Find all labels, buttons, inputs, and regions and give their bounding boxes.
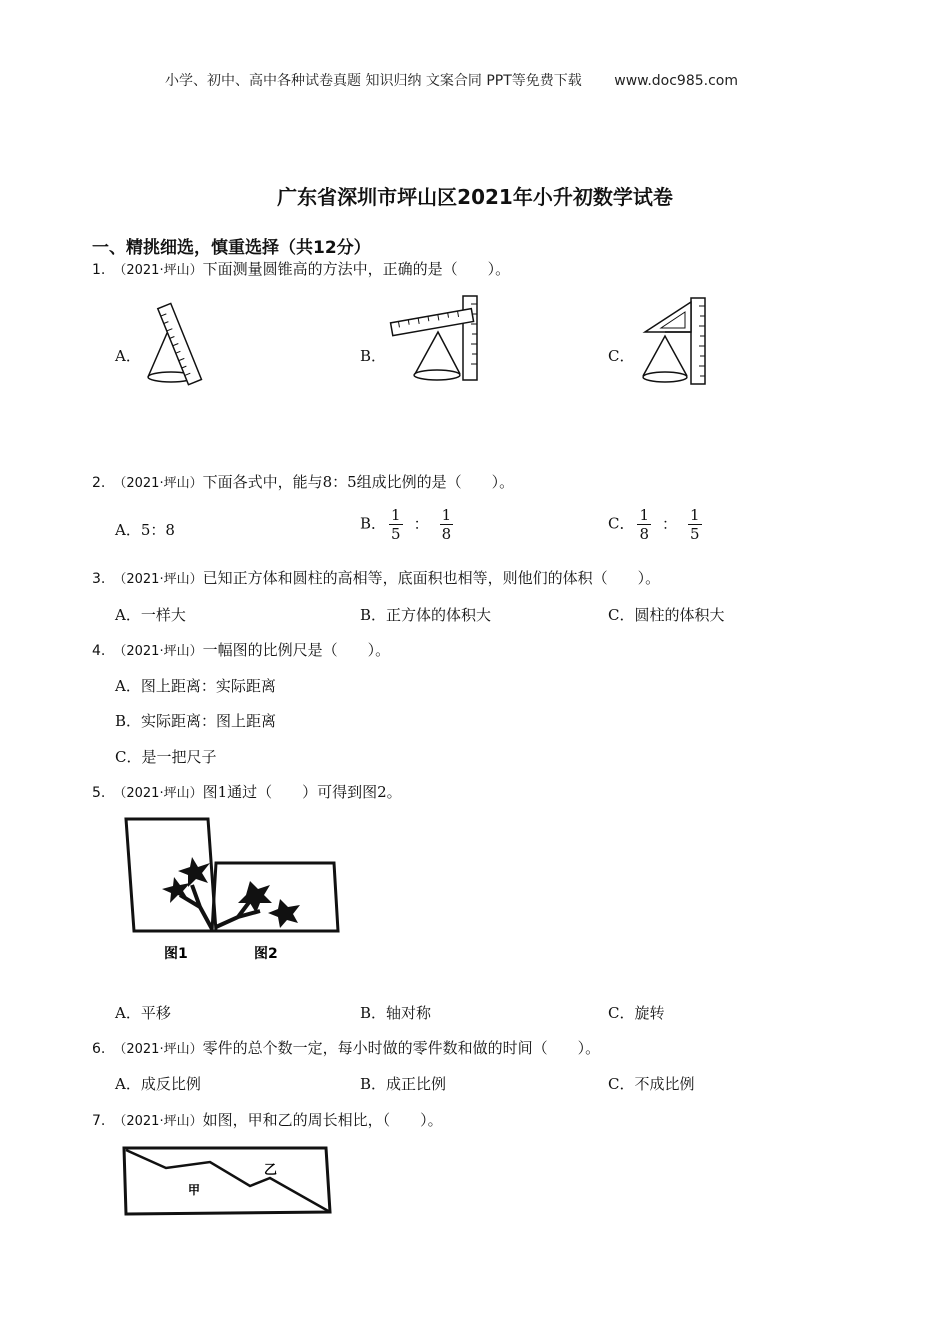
fraction: $\frac{1}{5}$ bbox=[391, 506, 401, 543]
page-title: 广东省深圳市坪山区2021年小升初数学试卷 bbox=[277, 185, 673, 209]
region-jia-label: 甲 bbox=[188, 1183, 201, 1197]
q5-option-c[interactable]: C．旋转 bbox=[608, 1004, 665, 1022]
q5-option-a[interactable]: A．平移 bbox=[115, 1004, 171, 1022]
q1-option-c[interactable]: C． bbox=[608, 347, 635, 365]
cone-set-square-figure bbox=[635, 294, 715, 388]
q1-option-a[interactable]: A． bbox=[115, 347, 141, 365]
q6-option-a[interactable]: A．成反比例 bbox=[115, 1075, 201, 1093]
fraction: $\frac{1}{8}$ bbox=[441, 506, 452, 543]
q3-option-c[interactable]: C．圆柱的体积大 bbox=[608, 606, 725, 624]
figure-2-label: 图2 bbox=[254, 946, 278, 962]
question-2: 2. （2021·坪山）下面各式中，能与8：5组成比例的是（ ）。 bbox=[92, 473, 515, 491]
q6-option-c[interactable]: C．不成比例 bbox=[608, 1075, 695, 1093]
q2-option-c[interactable]: C． $\frac{1}{8}$ ： $\frac{1}{5}$ bbox=[608, 506, 700, 543]
q3-option-b[interactable]: B．正方体的体积大 bbox=[360, 606, 492, 624]
flower-rotation-figure bbox=[120, 815, 350, 965]
question-4: 4. （2021·坪山）一幅图的比例尺是（ ）。 bbox=[92, 641, 391, 659]
question-3: 3. （2021·坪山）已知正方体和圆柱的高相等，底面积也相等，则他们的体积（ ）。 bbox=[92, 569, 661, 587]
question-5: 5. （2021·坪山）图1通过（ ）可得到图2。 bbox=[92, 783, 402, 801]
q4-option-c[interactable]: C．是一把尺子 bbox=[115, 748, 217, 766]
q2-option-b[interactable]: B． $\frac{1}{5}$ ： $\frac{1}{8}$ bbox=[360, 506, 452, 543]
question-6: 6. （2021·坪山）零件的总个数一定，每小时做的零件数和做的时间（ ）。 bbox=[92, 1039, 601, 1057]
cone-two-rulers-figure bbox=[385, 292, 485, 384]
page-header bbox=[165, 70, 738, 90]
cone-ruler-tilted-figure bbox=[140, 295, 220, 390]
q4-option-a[interactable]: A．图上距离：实际距离 bbox=[115, 677, 276, 695]
fraction: $\frac{1}{5}$ bbox=[690, 506, 700, 543]
q4-option-b[interactable]: B．实际距离：图上距离 bbox=[115, 712, 277, 730]
header-text: 小学、初中、高中各种试卷真题 知识归纳 文案合同 PPT等免费下载 bbox=[165, 73, 582, 89]
header-site: www.doc985.com bbox=[614, 73, 738, 89]
region-yi-label: 乙 bbox=[264, 1163, 278, 1178]
question-7: 7. （2021·坪山）如图，甲和乙的周长相比，（ ）。 bbox=[92, 1111, 443, 1129]
q1-option-b[interactable]: B． bbox=[360, 347, 387, 365]
q2-option-a[interactable]: A．5：8 bbox=[115, 521, 175, 539]
fraction: $\frac{1}{8}$ bbox=[639, 506, 650, 543]
q6-option-b[interactable]: B．成正比例 bbox=[360, 1075, 447, 1093]
perimeter-comparison-figure bbox=[118, 1142, 338, 1222]
question-1: 1. （2021·坪山）下面测量圆锥高的方法中，正确的是（ ）。 bbox=[92, 260, 511, 278]
q5-option-b[interactable]: B．轴对称 bbox=[360, 1004, 432, 1022]
figure-1-label: 图1 bbox=[164, 946, 188, 962]
q3-option-a[interactable]: A．一样大 bbox=[115, 606, 186, 624]
section-heading: 一、精挑细选，慎重选择（共12分） bbox=[92, 238, 371, 258]
